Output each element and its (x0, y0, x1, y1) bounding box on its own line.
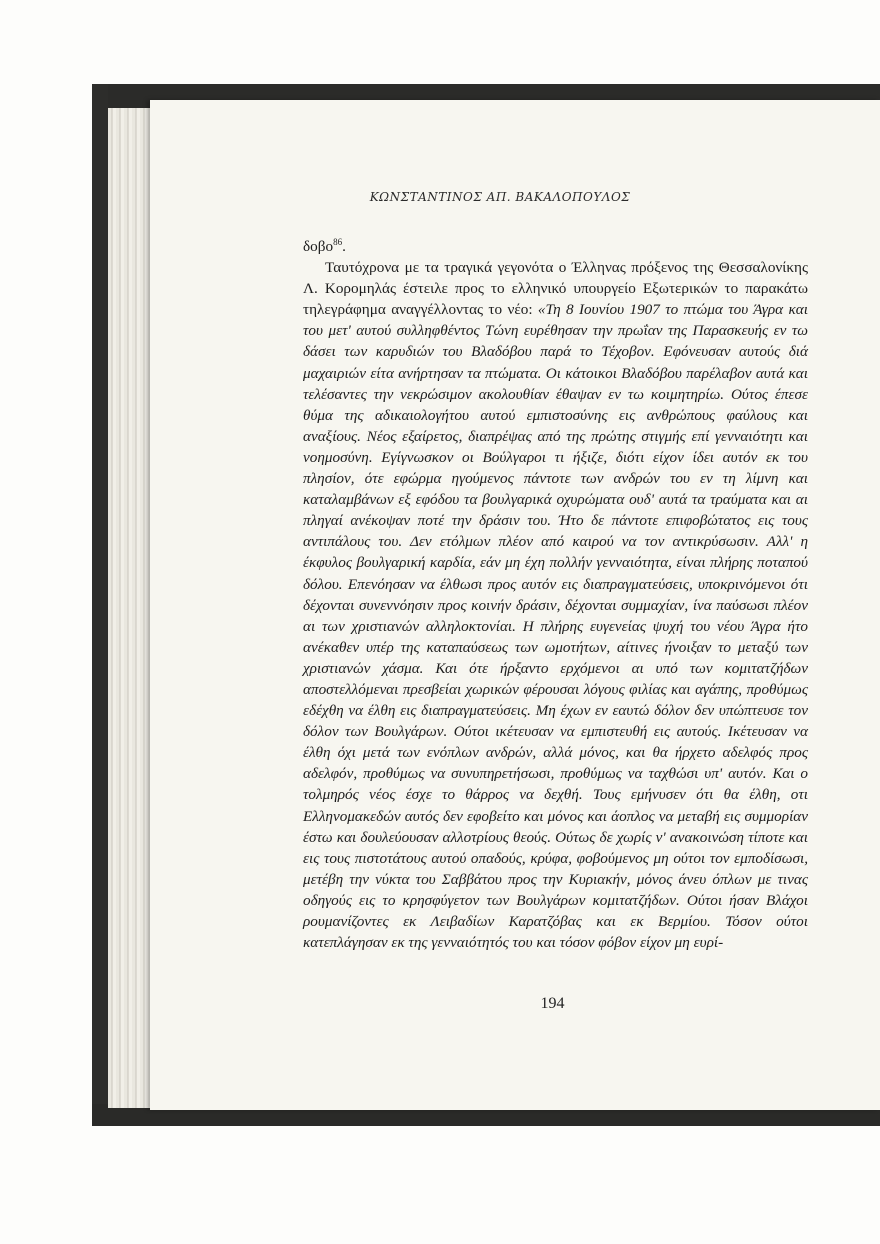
continued-word: δοβο (303, 238, 334, 255)
continuation-line (303, 236, 808, 257)
body-text (303, 236, 808, 953)
page-number: 194 (540, 995, 565, 1012)
footnote-ref: 86 (333, 236, 343, 247)
continued-word-end: . (342, 238, 346, 255)
telegram-quote: «Τη 8 Ιουνίου 1907 το πτώμα του Άγρα και του μετ' αυτού συλληφθέντος Τώνη ευρέθησαν την πρωΐαν της Παρασκευής εν τω δάσει των καρυδιών του Βλαδόβου παρά το Τέχοβον. Εφόνευσαν αυτούς διά μαχαιριών είτα ανήρτησαν τα πτώματα. Οι κάτοικοι Βλαδόβου παρέλαβον αυτά και τελέσαντες την νεκρώσιμον ακολουθίαν έθαψαν εν τω κοιμητηρίω. Ούτος έπεσε θύμα της αδικαιολογήτου αυτού εμπιστοσύνης εις ανθρώπους φαύλους και αναξίους. Νέος εξαίρετος, διαπρέψας από της πρώτης στιγμής επί γενναιότητι και νοημοσύνη. Εγίγνωσκον οι Βούλγαροι τι ήξιζε, διότι είχον ίδει αυτόν εκ του πλησίον, ότε εφώρμα ηγούμενος πάντοτε των ανδρών του εν τη λίμνη και καταλαμβάνων εξ εφόδου τα βουλγαρικά οχυρώματα ουδ' αυτά τα τραύματα και αι πληγαί ανέκοψαν ποτέ την δράσιν του. Ήτο δε πάντοτε επιφοβώτατος εις τους αντιπάλους του. Δεν ετόλμων πλέον από καιρού να τον αντικρύσωσιν. Αλλ' η έκφυλος βουλγαρική καρδία, εάν μη έχη πολλήν γενναιότητα, είναι πλήρης ποταπού δόλου. Επενόησαν να έλθωσι προς αυτόν εις διαπραγματεύσεις, υποκρινόμενοι ότι δέχονται συνεννόησιν προς κοινήν δράσιν, δέχονται συμμαχίαν, ίνα παύσωσι πλέον αι των χριστιανών αλληλοκτονίαι. Η πλήρης ευγενείας ψυχή του νέου Άγρα ήτο ανέκαθεν υπέρ της καταπαύσεως των ωμοτήτων, αίτινες ήνοιξαν το μεταξύ των χριστιανών χάσμα. Και ότε ήρξαντο ερχόμενοι αι υπό των κομιτατζήδων αποστελλόμεναι πρεσβείαι χωρικών φέρουσαι λόγους φιλίας και αγάπης, προθύμως εδέχθη να έλθη εις διαπραγματεύσεις. Μη έχων εν εαυτώ δόλον δεν υπώπτευσε τον δόλον των Βουλγάρων. Ούτοι ικέτευσαν να εμπιστευθή εις αυτούς. Ικέτευσαν να έλθη όχι μετά των ενόπλων ανδρών, αλλά μόνος, και θα ήρχετο αδελφός προς αδελφόν, προθύμως να συνυπηρετήσωσι, προθύμως να ταχθώσι υπ' αυτόν. Και ο τολμηρός νέος έσχε το θάρρος να δεχθή. Τους εμήνυσεν ότι θα έλθη, οτι Ελληνομακεδών αυτός δεν εφοβείτο και μόνος και άοπλος να μεταβή εις συμμορίαν έστω και δουλεύουσαν αλλοτρίους θεούς. Ούτως δε χωρίς ν' ανακοινώση τίποτε και εις τους πιστοτάτους αυτού οπαδούς, κρύφα, φοβούμενος μη ούτοι τον εμποδίσωσι, μετέβη την νύκτα του Σαββάτου προς την Κυριακήν, μόνος άνευ όπλων με τινας οδηγούς εις το κρησφύγετον των Βουλγάρων κομιτατζήδων. Ούτοι ήσαν Βλάχοι ρουμανίζοντες εκ Λειβαδίων Καρατζόβας και εκ Βερμίου. Τόσον ούτοι κατεπλάγησαν εκ της γενναιότητός του και τόσον φόβον είχον μη ευρί- (303, 301, 808, 952)
paragraph-intro: Ταυτόχρονα με τα τραγικά γεγονότα ο Έλληνας πρόξενος της Θεσσαλονίκης Λ. Κορομηλάς έστειλε προς το ελληνικό υπουργείο Εξωτερικών το παρακάτω τηλεγράφημα αναγγέλλοντας το νέο: (303, 259, 808, 319)
running-head: ΚΩΝΣΤΑΝΤΙΝΟΣ ΑΠ. ΒΑΚΑΛΟΠΟΥΛΟΣ (369, 190, 631, 204)
book-cover-left (92, 84, 108, 1126)
paragraph (303, 257, 808, 953)
